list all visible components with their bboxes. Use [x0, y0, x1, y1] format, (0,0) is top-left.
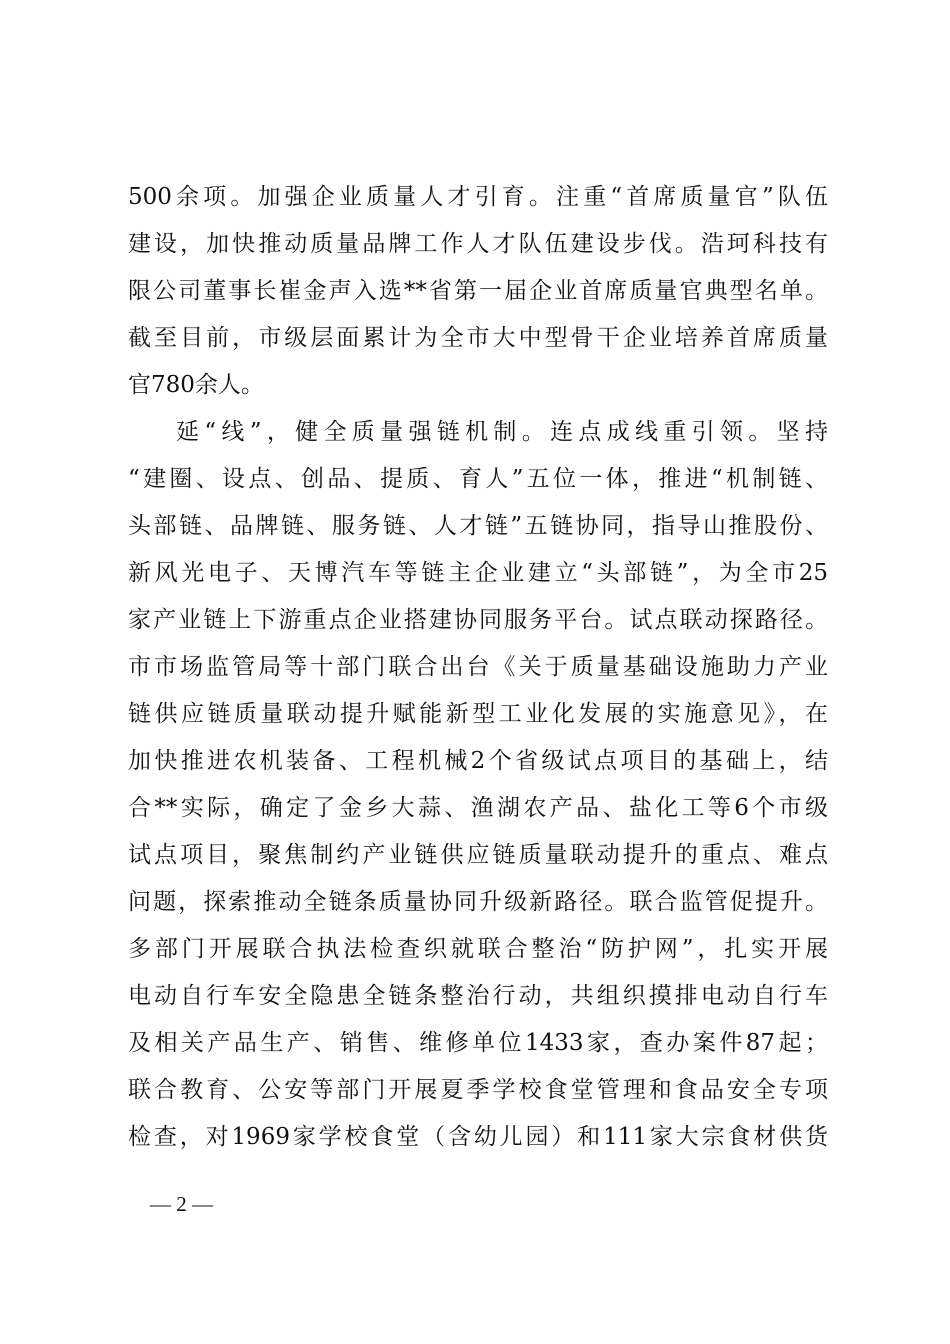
text-line: 联合教育、公安等部门开展夏季学校食堂管理和食品安全专项: [128, 1077, 828, 1103]
text-line: 试点项目，聚焦制约产业链供应链质量联动提升的重点、难点: [128, 842, 828, 868]
text-line: 新风光电子、天博汽车等链主企业建立“头部链”，为全市25: [128, 560, 828, 586]
text-line: 市市场监管局等十部门联合出台《关于质量基础设施助力产业: [128, 654, 828, 680]
text-line: “建圈、设点、创品、提质、育人”五位一体，推进“机制链、: [128, 466, 828, 492]
text-line: 头部链、品牌链、服务链、人才链”五链协同，指导山推股份、: [128, 513, 828, 539]
text-line: 500余项。加强企业质量人才引育。注重“首席质量官”队伍: [128, 184, 828, 210]
page-number: — 2 —: [150, 1192, 213, 1216]
text-line: 检查，对1969家学校食堂（含幼儿园）和111家大宗食材供货: [128, 1124, 828, 1150]
text-line: 家产业链上下游重点企业搭建协同服务平台。试点联动探路径。: [128, 607, 828, 633]
text-line: 合**实际，确定了金乡大蒜、渔湖农产品、盐化工等6个市级: [128, 795, 828, 821]
text-line: 链供应链质量联动提升赋能新型工业化发展的实施意见》，在: [128, 701, 828, 727]
text-line: 多部门开展联合执法检查织就联合整治“防护网”，扎实开展: [128, 936, 828, 962]
text-line: 问题，探索推动全链条质量协同升级新路径。联合监管促提升。: [128, 889, 828, 915]
text-line: 电动自行车安全隐患全链条整治行动，共组织摸排电动自行车: [128, 983, 828, 1009]
text-line: 加快推进农机装备、工程机械2个省级试点项目的基础上，结: [128, 748, 828, 774]
paragraph-first-line: 延“线”，健全质量强链机制。连点成线重引领。坚持: [176, 419, 828, 445]
text-line: 限公司董事长崔金声入选**省第一届企业首席质量官典型名单。: [128, 278, 828, 304]
text-line: 截至目前，市级层面累计为全市大中型骨干企业培养首席质量: [128, 325, 828, 351]
text-line: 及相关产品生产、销售、维修单位1433家，查办案件87起；: [128, 1030, 828, 1056]
text-line: 建设，加快推动质量品牌工作人才队伍建设步伐。浩珂科技有: [128, 231, 828, 257]
text-line: 官780余人。: [128, 372, 264, 398]
